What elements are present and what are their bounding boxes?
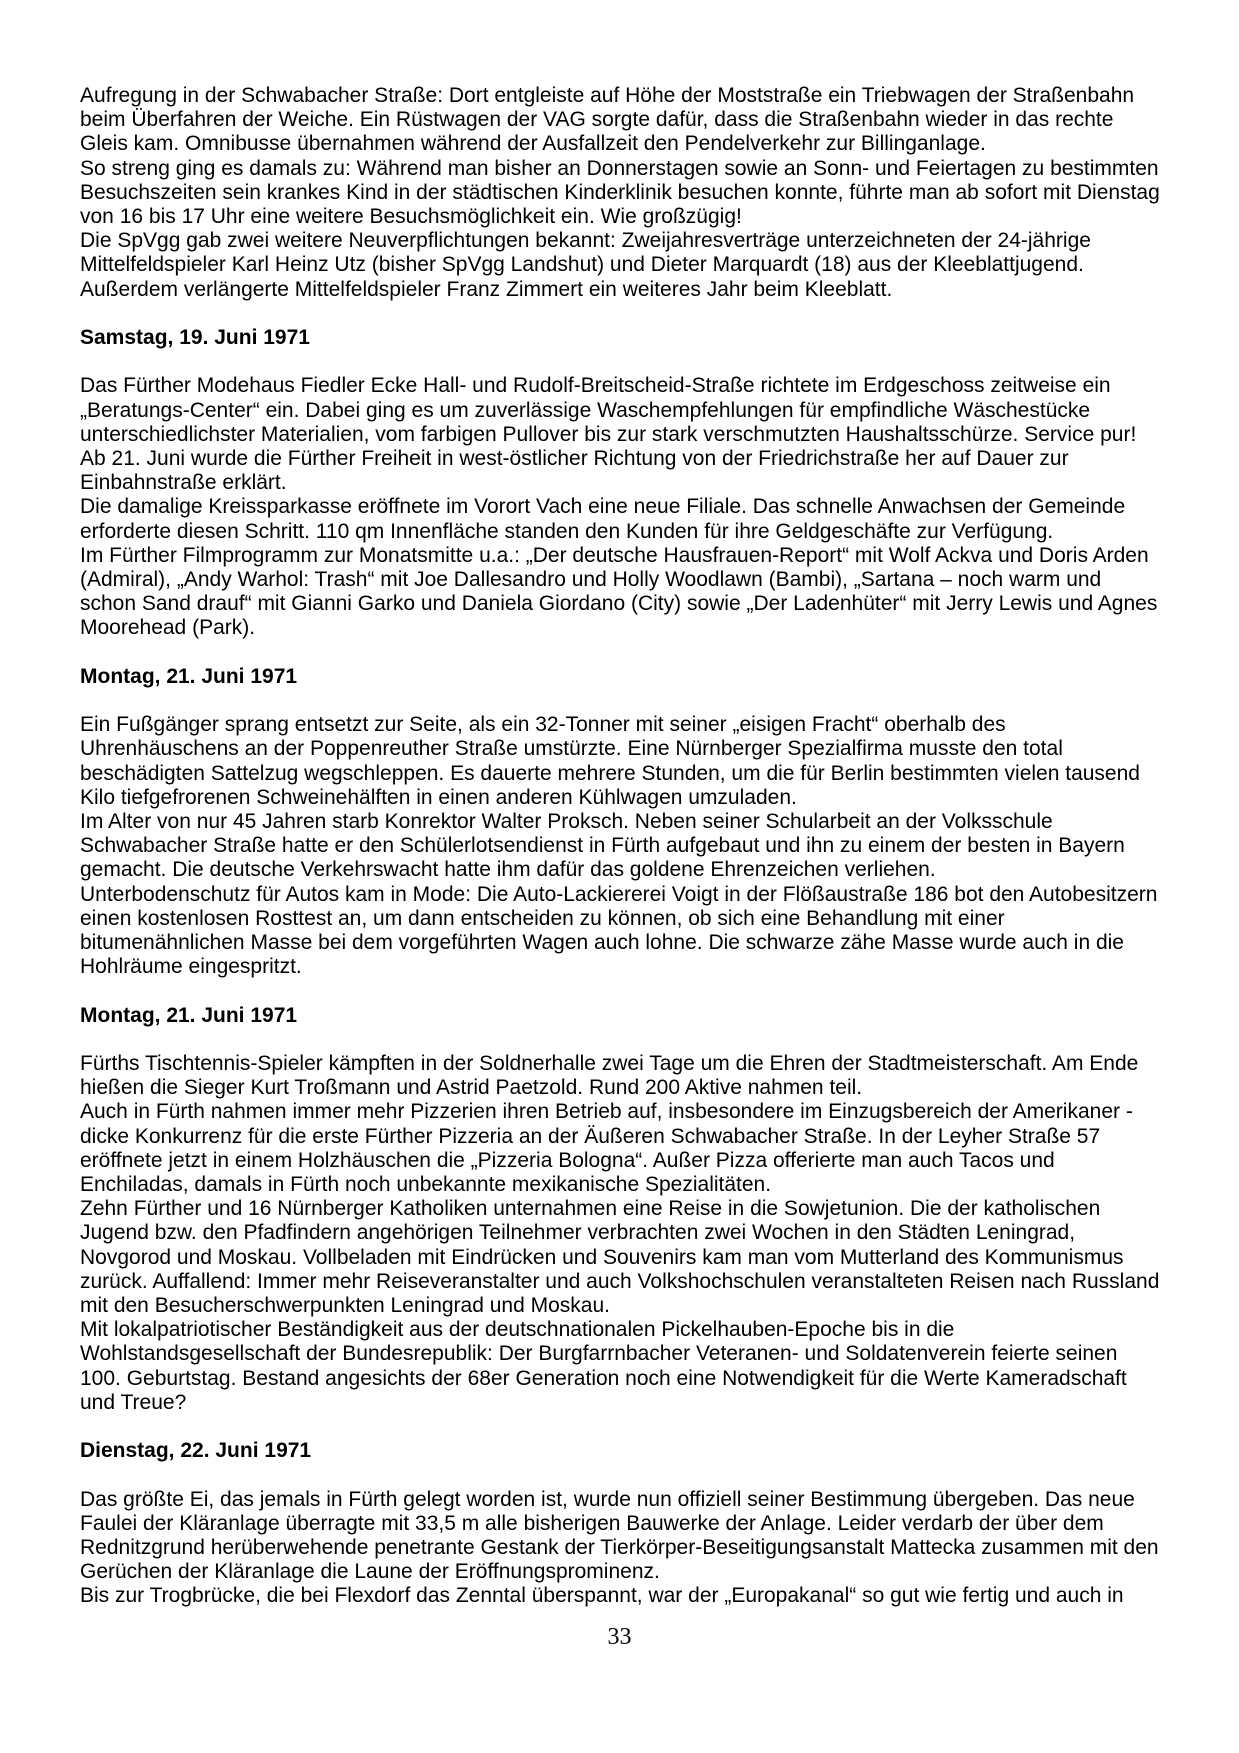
text-column xyxy=(80,84,1160,1609)
chronicle-paragraph: Ein Fußgänger sprang entsetzt zur Seite, als ein 32-Tonner mit seiner „eisigen Fracht“ oberhalb des Uhrenhäuschens an der Poppenreuther Straße umstürzte. Eine Nürnberger Spezialfirma musste den total beschädigten Sattelzug wegschleppen. Es dauerte mehrere Stunden, um die für Berlin bestimmten vielen tausend Kilo tiefgefrorenen Schweinehälften in einen anderen Kühlwagen umzuladen. xyxy=(80,713,1140,809)
chronicle-paragraph: So streng ging es damals zu: Während man bisher an Donnerstagen sowie an Sonn- und Feiertagen zu bestimmten Besuchszeiten sein krankes Kind in der städtischen Kinderklinik besuchen konnte, führte man ab sofort mit Dienstag von 16 bis 17 Uhr eine weitere Besuchsmöglichkeit ein. Wie großzügig! xyxy=(80,156,1160,229)
paragraph-group xyxy=(80,1052,1160,1415)
chronicle-paragraph: Das größte Ei, das jemals in Fürth gelegt worden ist, wurde nun offiziell seiner Bestimmung übergeben. Das neue Faulei der Kläranlage überragte mit 33,5 m alle bisherigen Bauwerke der Anlage. Leider verdarb der über dem Rednitzgrund herüberwehende penetrante Gestank der Tierkörper-Beseitigungsanstalt Mattecka zusammen mit den Gerüchen der Kläranlage die Laune der Eröffnungsprominenz. xyxy=(80,1487,1159,1584)
chronicle-paragraph: Bis zur Trogbrücke, die bei Flexdorf das Zenntal überspannt, war der „Europakanal“ so gut wie fertig und auch in xyxy=(80,1584,1124,1608)
page-number: 33 xyxy=(607,1624,632,1650)
chronicle-paragraph: Fürths Tischtennis-Spieler kämpften in der Soldnerhalle zwei Tage um die Ehren der Stadtmeisterschaft. Am Ende hießen die Sieger Kurt Troßmann und Astrid Paetzold. Rund 200 Aktive nahmen teil. xyxy=(80,1052,1139,1100)
paragraph-group xyxy=(80,713,1160,979)
chronicle-paragraph: Im Fürther Filmprogramm zur Monatsmitte u.a.: „Der deutsche Hausfrauen-Report“ mit Wolf Ackva und Doris Arden (Admiral), „Andy Warhol: Trash“ mit Joe Dallesandro und Holly Woodlawn (Bambi), „Sartana – noch warm und schon Sand drauf“ mit Gianni Garko und Daniela Giordano (City) sowie „Der Ladenhüter“ mit Jerry Lewis und Agnes Moorehead (Park). xyxy=(80,543,1158,640)
chronicle-paragraph: Ab 21. Juni wurde die Fürther Freiheit in west-östlicher Richtung von der Friedrichstraße her auf Dauer zur Einbahnstraße erklärt. xyxy=(80,447,1069,495)
chronicle-paragraph: Zehn Fürther und 16 Nürnberger Katholiken unternahmen eine Reise in die Sowjetunion. Die der katholischen Jugend bzw. den Pfadfindern angehörigen Teilnehmer verbrachten zwei Wochen in den Städten Leningrad, Novgorod und Moskau. Vollbeladen mit Eindrücken und Souvenirs kam man vom Mutterland des Kommunismus zurück. Auffallend: Immer mehr Reiseveranstalter und auch Volkshochschulen veranstalteten Reisen nach Russland mit den Besucherschwerpunkten Leningrad und Moskau. xyxy=(80,1197,1160,1318)
chronicle-paragraph: Die damalige Kreissparkasse eröffnete im Vorort Vach eine neue Filiale. Das schnelle Anwachsen der Gemeinde erforderte diesen Schritt. 110 qm Innenfläche standen den Kunden für ihre Geldgeschäfte zur Verfügung. xyxy=(80,495,1126,543)
date-heading: Dienstag, 22. Juni 1971 xyxy=(80,1439,312,1463)
paragraph-group xyxy=(80,1488,1160,1609)
chronicle-paragraph: Aufregung in der Schwabacher Straße: Dort entgleiste auf Höhe der Moststraße ein Triebwagen der Straßenbahn beim Überfahren der Weiche. Ein Rüstwagen der VAG sorgte dafür, dass die Straßenbahn wieder in das rechte Gleis kam. Omnibusse übernahmen während der Ausfallzeit den Pendelverkehr zur Billinganlage. xyxy=(80,84,1135,156)
chronicle-paragraph: Auch in Fürth nahmen immer mehr Pizzerien ihren Betrieb auf, insbesondere im Einzugsbereich der Amerikaner - dicke Konkurrenz für die erste Fürther Pizzeria an der Äußeren Schwabacher Straße. In der Leyher Straße 57 eröffnete jetzt in einem Holzhäuschen die „Pizzeria Bologna“. Außer Pizza offerierte man auch Tacos und Enchiladas, damals in Fürth noch unbekannte mexikanische Spezialitäten. xyxy=(80,1100,1133,1197)
date-heading: Samstag, 19. Juni 1971 xyxy=(80,326,310,350)
chronicle-paragraph: Unterbodenschutz für Autos kam in Mode: Die Auto-Lackiererei Voigt in der Flößaustraße 186 bot den Autobesitzern einen kostenlosen Rosttest an, um dann entscheiden zu können, ob sich eine Behandlung mit einer bitumenähnlichen Masse bei dem vorgeführten Wagen auch lohne. Die schwarze zähe Masse wurde auch in die Hohlräume eingespritzt. xyxy=(80,882,1158,979)
chronicle-paragraph: Die SpVgg gab zwei weitere Neuverpflichtungen bekannt: Zweijahresverträge unterzeichneten der 24-jährige Mittelfeldspieler Karl Heinz Utz (bisher SpVgg Landshut) und Dieter Marquardt (18) aus der Kleeblattjugend. Außerdem verlängerte Mittelfeldspieler Franz Zimmert ein weiteres Jahr beim Kleeblatt. xyxy=(80,229,1091,301)
chronicle-paragraph: Im Alter von nur 45 Jahren starb Konrektor Walter Proksch. Neben seiner Schularbeit an der Volksschule Schwabacher Straße hatte er den Schülerlotsendienst in Fürth aufgebaut und ihn zu einem der besten in Bayern gemacht. Die deutsche Verkehrswacht hatte ihm dafür das goldene Ehrenzeichen verliehen. xyxy=(80,810,1125,882)
paragraph-group xyxy=(80,84,1160,302)
date-heading: Montag, 21. Juni 1971 xyxy=(80,664,298,688)
chronicle-paragraph: Das Fürther Modehaus Fiedler Ecke Hall- und Rudolf-Breitscheid-Straße richtete im Erdgeschoss zeitweise ein „Beratungs-Center“ ein. Dabei ging es um zuverlässige Waschempfehlungen für empfindliche Wäschestücke unterschiedlichster Materialien, vom farbigen Pullover bis zur stark verschmutzten Haushaltsschürze. Service pur! xyxy=(80,374,1137,446)
paragraph-group xyxy=(80,374,1160,640)
date-heading: Montag, 21. Juni 1971 xyxy=(80,1003,298,1027)
chronicle-paragraph: Mit lokalpatriotischer Beständigkeit aus der deutschnationalen Pickelhauben-Epoche bis in die Wohlstandsgesellschaft der Bundesrepublik: Der Burgfarrnbacher Veteranen- und Soldatenverein feierte seinen 100. Geburtstag. Bestand angesichts der 68er Generation noch eine Notwendigkeit für die Werte Kameradschaft und Treue? xyxy=(80,1318,1127,1414)
